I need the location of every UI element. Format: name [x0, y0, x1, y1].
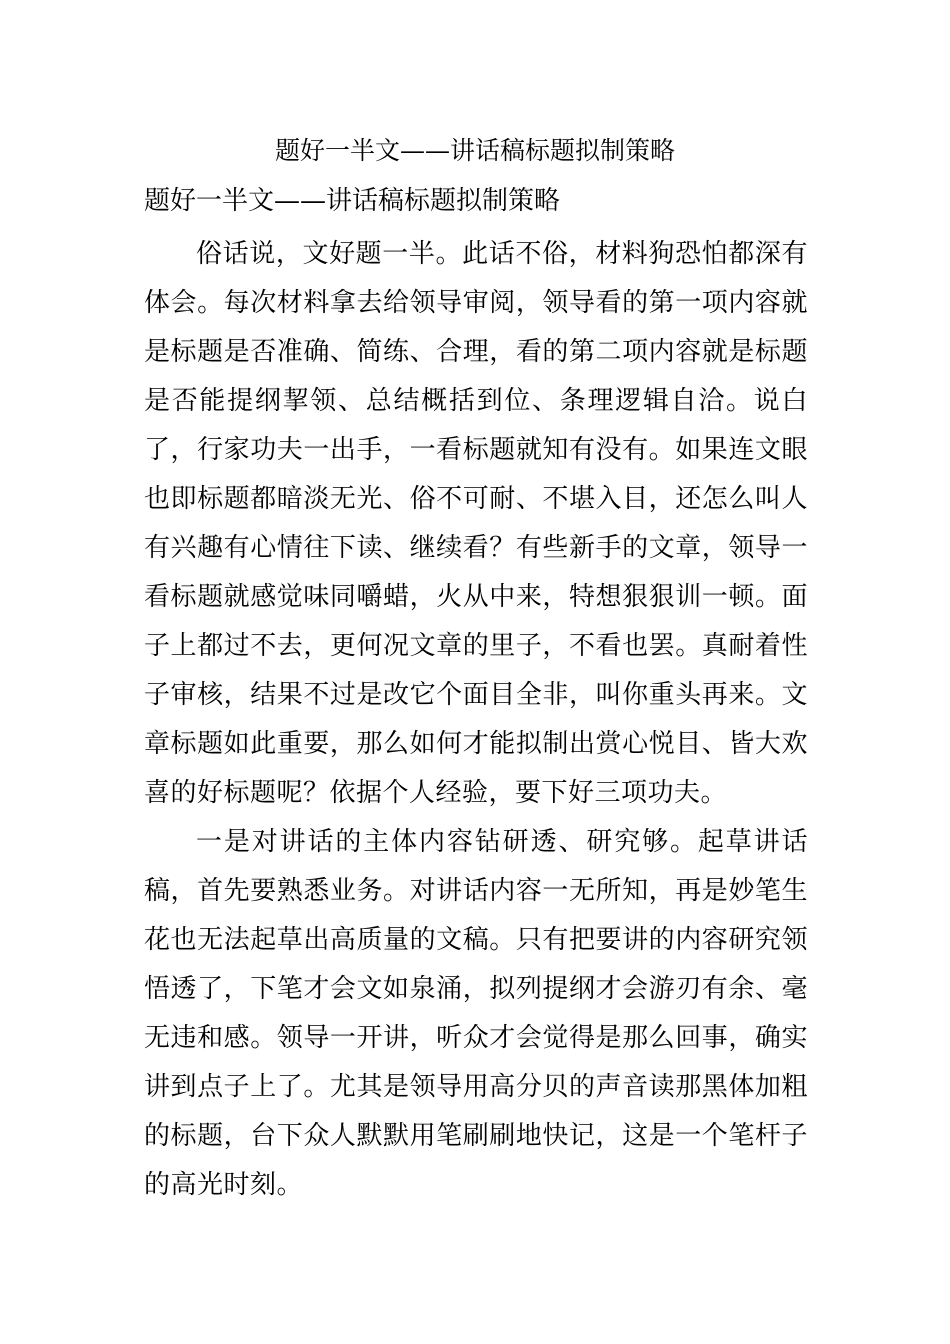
- document-body: [144, 230, 808, 1210]
- document-title: 题好一半文——讲话稿标题拟制策略: [274, 136, 675, 165]
- body-paragraph: 俗话说，文好题一半。此话不俗，材料狗恐怕都深有体会。每次材料拿去给领导审阅，领导看的第一项内容就是标题是否准确、简练、合理，看的第二项内容就是标题是否能提纲挈领、总结概括到位、条理逻辑自洽。说白了，行家功夫一出手，一看标题就知有没有。如果连文眼也即标题都暗淡无光、俗不可耐、不堪入目，还怎么叫人有兴趣有心情往下读、继续看？有些新手的文章，领导一看标题就感觉味同嚼蜡，火从中来，特想狠狠训一顿。面子上都过不去，更何况文章的里子，不看也罢。真耐着性子审核，结果不过是改它个面目全非，叫你重头再来。文章标题如此重要，那么如何才能拟制出赏心悦目、皆大欢喜的好标题呢？依据个人经验，要下好三项功夫。: [144, 239, 808, 808]
- body-paragraph: 一是对讲话的主体内容钻研透、研究够。起草讲话稿，首先要熟悉业务。对讲话内容一无所知，再是妙笔生花也无法起草出高质量的文稿。只有把要讲的内容研究领悟透了，下笔才会文如泉涌，拟列提纲才会游刃有余、毫无违和感。领导一开讲，听众才会觉得是那么回事，确实讲到点子上了。尤其是领导用高分贝的声音读那黑体加粗的标题，台下众人默默用笔刷刷地快记，这是一个笔杆子的高光时刻。: [144, 827, 808, 1200]
- document-subheading: 题好一半文——讲话稿标题拟制策略: [144, 186, 561, 216]
